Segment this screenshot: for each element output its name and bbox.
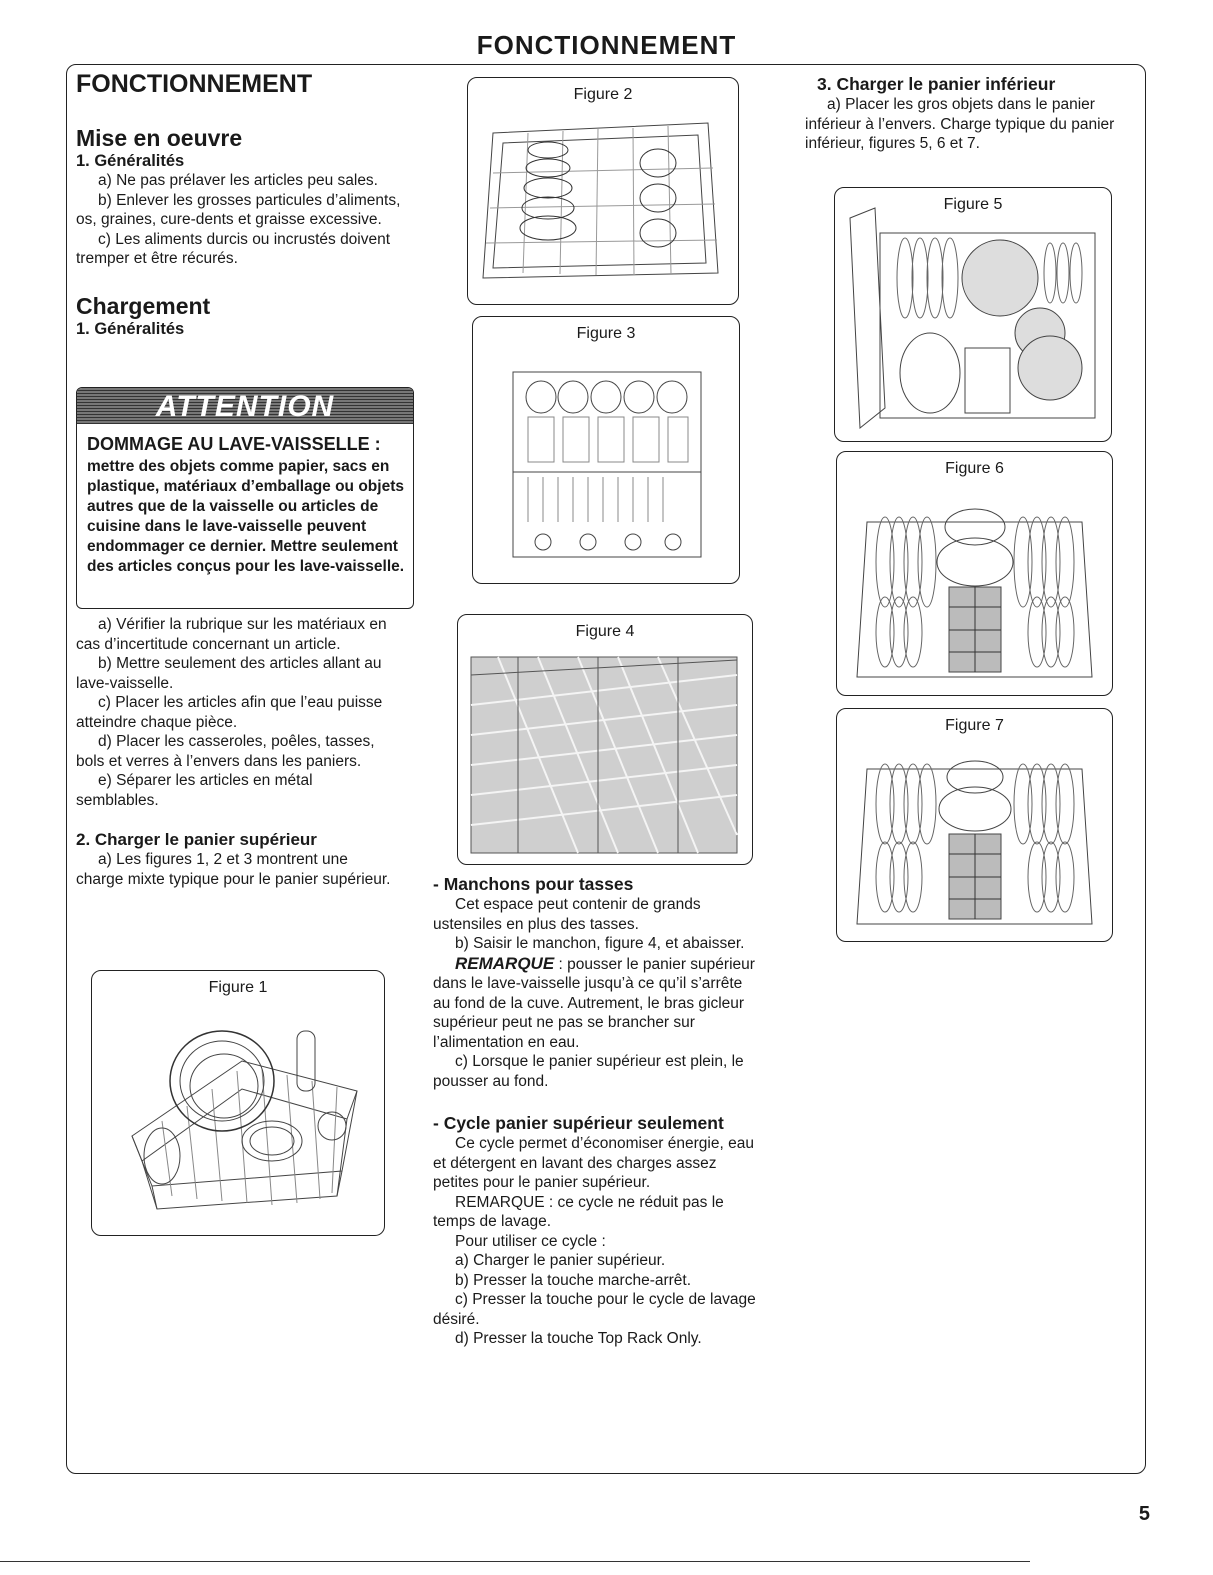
figure-1 <box>91 970 385 1236</box>
attention-text: mettre des objets comme papier, sacs en plastique, matériaux d’emballage ou objets autres que de la vaisselle ou articles de cuisine dans le lave-vaisselle peuvent endommager ce dernier. Mettre seulement des articles conçus pour les lave-vaisselle. <box>87 458 405 575</box>
figure-2-image <box>468 78 738 304</box>
figure-3 <box>472 316 740 584</box>
cycle-step-a: a) Charger le panier supérieur. <box>455 1252 666 1269</box>
manchons-remarque <box>433 954 758 1053</box>
panier-inferieur-heading: 3. Charger le panier inférieur <box>817 74 1056 94</box>
attention-heading: DOMMAGE AU LAVE-VAISSELLE : <box>87 434 381 454</box>
figure-1-caption: Figure 1 <box>208 979 268 996</box>
attention-title: ATTENTION <box>155 390 335 423</box>
figure-5 <box>834 187 1112 442</box>
figure-7-image <box>837 709 1112 941</box>
cycle-remarque: REMARQUE : ce cycle ne réduit pas le temps de lavage. <box>433 1193 724 1230</box>
manchons-text: Cet espace peut contenir de grands ustensiles en plus des tasses. <box>433 896 701 933</box>
figure-2-caption: Figure 2 <box>573 86 633 103</box>
cycle-text: Ce cycle permet d’économiser énergie, eau et détergent en lavant des charges assez petites pour le panier supérieur. <box>433 1135 754 1191</box>
figure-3-caption: Figure 3 <box>576 325 636 342</box>
mise-item-a: a) Ne pas prélaver les articles peu sales. <box>98 172 378 189</box>
cycle-step-d: d) Presser la touche Top Rack Only. <box>455 1330 702 1347</box>
page-header: FONCTIONNEMENT <box>476 30 737 60</box>
left-column <box>76 70 411 339</box>
mise-item-c: c) Les aliments durcis ou incrustés doivent tremper et être récurés. <box>76 230 391 267</box>
list-item-e: e) Séparer les articles en métal semblables. <box>76 772 313 809</box>
cycle-usage: Pour utiliser ce cycle : <box>455 1232 606 1250</box>
bottom-rule <box>0 1561 1030 1562</box>
cycle-step-b: b) Presser la touche marche-arrêt. <box>455 1271 692 1289</box>
cycle-step-c: c) Presser la touche pour le cycle de lavage désiré. <box>433 1291 756 1328</box>
remarque-label: REMARQUE <box>455 953 555 973</box>
page-number: 5 <box>1138 1503 1150 1525</box>
list-item-d: d) Placer les casseroles, poêles, tasses, bols et verres à l’envers dans les paniers. <box>76 733 375 770</box>
chargement-heading: Chargement <box>76 292 211 319</box>
figure-6-caption: Figure 6 <box>945 460 1004 477</box>
figure-2 <box>467 77 739 305</box>
mise-item-b: b) Enlever les grosses particules d’aliments, os, graines, cure-dents et graisse excessive. <box>76 191 401 228</box>
figure-4 <box>457 614 753 865</box>
list-item-c: c) Placer les articles afin que l’eau puisse atteindre chaque pièce. <box>76 694 383 731</box>
mise-generalites-subheading: 1. Généralités <box>76 152 185 170</box>
panier-inferieur-text: a) Placer les gros objets dans le panier inférieur à l’envers. Charge typique du panier inférieur, figures 5, 6 et 7. <box>805 96 1115 152</box>
middle-column-text <box>433 874 758 1349</box>
attention-box <box>76 387 414 609</box>
list-item-b: b) Mettre seulement des articles allant au lave-vaisselle. <box>76 655 382 692</box>
figure-5-image <box>835 188 1111 441</box>
figure-7-caption: Figure 7 <box>945 717 1004 734</box>
figure-1-image <box>92 971 384 1235</box>
manchons-heading: - Manchons pour tasses <box>433 874 634 894</box>
chargement-generalites-subheading: 1. Généralités <box>76 319 185 338</box>
remarque-text: : pousser le panier supérieur dans le lave-vaisselle jusqu’à ce qu’il s’arrête au fond de la cuve. Autrement, le bras gicleur supérieur peut ne pas se brancher sur l’alimentation en eau. <box>433 955 755 1051</box>
figure-4-caption: Figure 4 <box>575 623 635 640</box>
mise-en-oeuvre-heading: Mise en oeuvre <box>76 125 243 151</box>
list-item-a: a) Vérifier la rubrique sur les matériaux en cas d’incertitude concernant un article. <box>76 616 387 653</box>
right-column-text <box>805 74 1130 154</box>
cycle-heading: - Cycle panier supérieur seulement <box>433 1113 724 1133</box>
figure-7 <box>836 708 1113 942</box>
left-column-list <box>76 615 398 889</box>
figure-3-image <box>473 317 739 583</box>
figure-4-image <box>458 615 752 864</box>
panier-superieur-heading: 2. Charger le panier supérieur <box>76 830 317 849</box>
figure-6 <box>836 451 1113 696</box>
figure-6-image <box>837 452 1112 695</box>
section-title: FONCTIONNEMENT <box>76 70 313 98</box>
panier-superieur-text: a) Les figures 1, 2 et 3 montrent une charge mixte typique pour le panier supérieur. <box>76 851 391 888</box>
manchons-item-b: b) Saisir le manchon, figure 4, et abaisser. <box>455 935 745 952</box>
manchons-item-c: c) Lorsque le panier supérieur est plein, le pousser au fond. <box>433 1053 744 1090</box>
figure-5-caption: Figure 5 <box>943 196 1003 213</box>
